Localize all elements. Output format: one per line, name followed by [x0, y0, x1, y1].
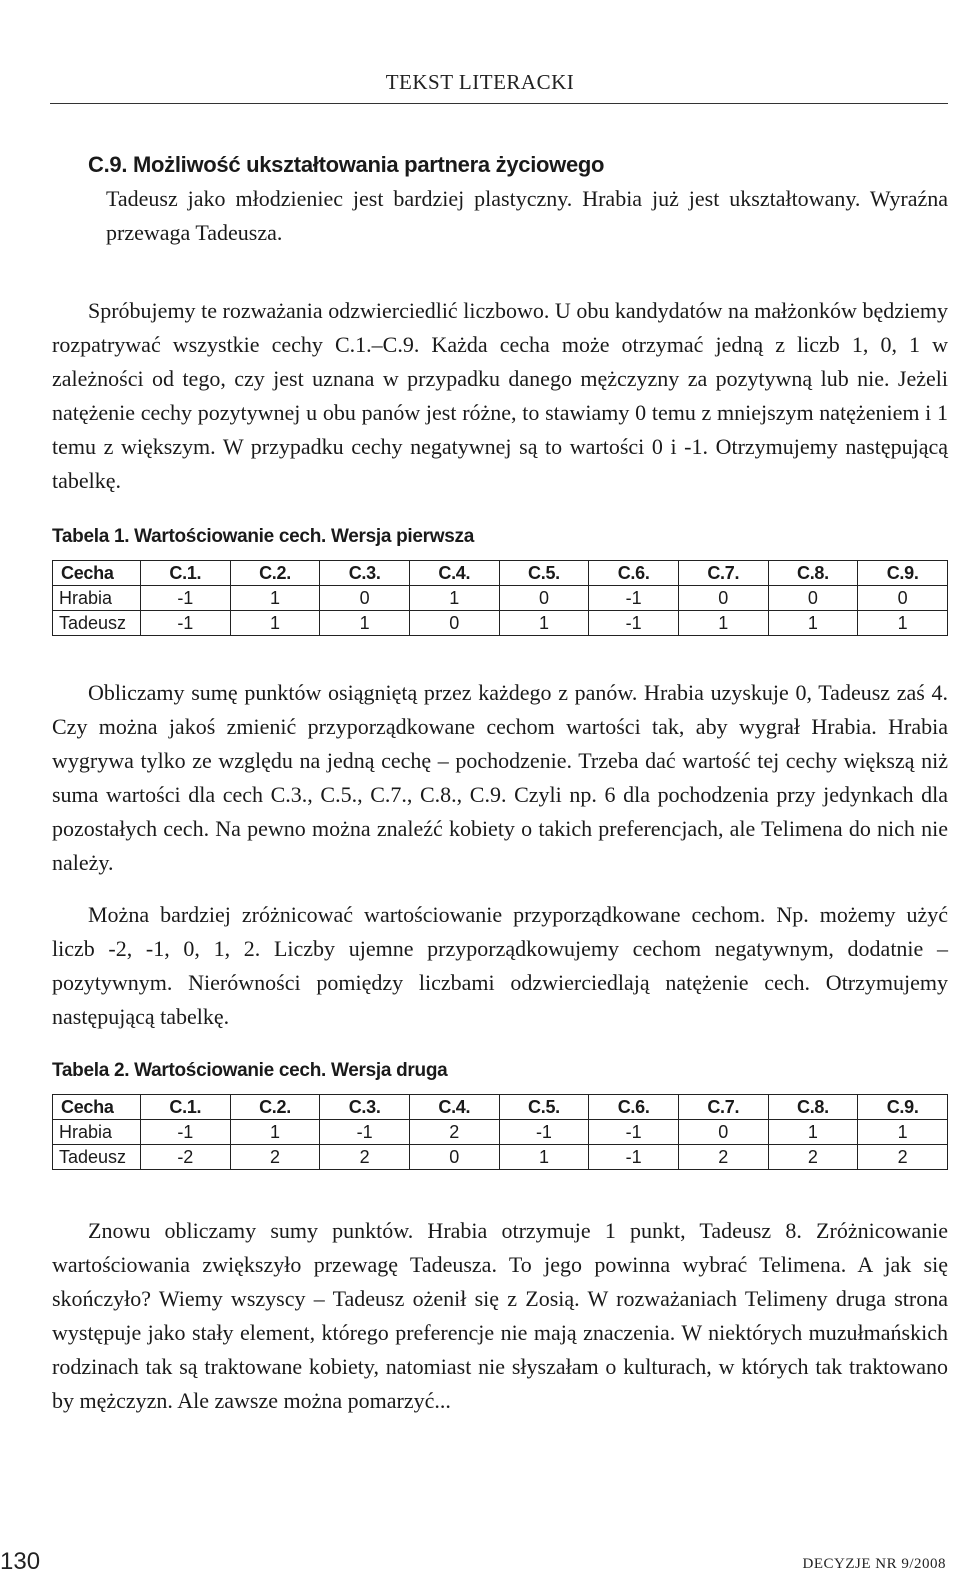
- table-cell: 1: [230, 611, 320, 636]
- table-cell: 0: [678, 586, 768, 611]
- table-cell: -1: [141, 586, 231, 611]
- table-cell: 0: [409, 1145, 499, 1170]
- table-cell: 1: [230, 586, 320, 611]
- column-header: C.1.: [141, 561, 231, 586]
- column-header: C.4.: [409, 561, 499, 586]
- paragraph: Spróbujemy te rozważania odzwierciedlić liczbowo. U obu kandydatów na małżonków będziemy rozpatrywać wszystkie cechy C.1.–C.9. Każda cecha może otrzymać jedną z liczb 1, 0, 1 w zależności od tego, czy jest uznana w przypadku danego mężczyzny za pozytywną lub nie. Jeżeli natężenie cechy pozytywnej u obu panów jest różne, to stawiamy 0 temu z mniejszym natężeniem i 1 temu z większym. W przypadku cechy negatywnej są to wartości 0 i -1. Otrzymujemy następującą tabelkę.: [52, 298, 948, 493]
- table-caption: Tabela 2. Wartościowanie cech. Wersja druga: [52, 1060, 448, 1081]
- content: [52, 148, 948, 1418]
- table-row: [53, 611, 948, 636]
- column-header: C.1.: [141, 1095, 231, 1120]
- section-c9: [52, 148, 948, 250]
- table-cell: 2: [409, 1120, 499, 1145]
- table-header-row: [53, 561, 948, 586]
- table-cell: 1: [409, 586, 499, 611]
- table-cell: -1: [320, 1120, 410, 1145]
- column-header: C.3.: [320, 561, 410, 586]
- table-caption: Tabela 1. Wartościowanie cech. Wersja pierwsza: [52, 526, 474, 547]
- table-cell: -1: [141, 611, 231, 636]
- column-header: C.9.: [858, 1095, 948, 1120]
- journal-footer: DECYZJE NR 9/2008: [802, 1556, 946, 1572]
- column-header: C.7.: [678, 561, 768, 586]
- paragraph: Obliczamy sumę punktów osiągniętą przez każdego z panów. Hrabia uzyskuje 0, Tadeusz zaś 4. Czy można jakoś zmienić przyporządkowane cechom wartości tak, aby wygrał Hrabia. Hrabia wygrywa tylko ze względu na jedną cechę – pochodzenie. Trzeba dać wartość tej cechy większą niż suma wartości dla cech C.3., C.5., C.7., C.8., C.9. Czyli np. 6 dla pochodzenia przy jedynkach dla pozostałych cech. Na pewno można znaleźć kobiety o takich preferencjach, ale Telimena do nich nie należy.: [52, 680, 948, 875]
- table-cell: 1: [678, 611, 768, 636]
- table-cell: 0: [499, 586, 589, 611]
- column-header: C.9.: [858, 561, 948, 586]
- column-header: Cecha: [53, 561, 141, 586]
- column-header: C.7.: [678, 1095, 768, 1120]
- column-header: Cecha: [53, 1095, 141, 1120]
- table-cell: Hrabia: [53, 586, 141, 611]
- section-title: C.9. Możliwość ukształtowania partnera życiowego: [88, 152, 605, 177]
- table-cell: 1: [499, 611, 589, 636]
- table-cell: 2: [320, 1145, 410, 1170]
- table-cell: -1: [589, 1120, 679, 1145]
- table-cell: 2: [858, 1145, 948, 1170]
- column-header: C.8.: [768, 561, 858, 586]
- section-body: Tadeusz jako młodzieniec jest bardziej plastyczny. Hrabia już jest ukształtowany. Wyraźna przewaga Tadeusza.: [106, 186, 948, 245]
- table-cell: 0: [678, 1120, 768, 1145]
- table-cell: 1: [499, 1145, 589, 1170]
- valuation-table-1: [52, 560, 948, 636]
- table-header-row: [53, 1095, 948, 1120]
- table-cell: -1: [589, 611, 679, 636]
- table-cell: -2: [141, 1145, 231, 1170]
- table-cell: 1: [320, 611, 410, 636]
- table-cell: -1: [141, 1120, 231, 1145]
- column-header: C.2.: [230, 1095, 320, 1120]
- valuation-table-2: [52, 1094, 948, 1170]
- table-cell: 1: [858, 611, 948, 636]
- table-cell: 0: [409, 611, 499, 636]
- page-number: 130: [0, 1548, 41, 1575]
- column-header: C.3.: [320, 1095, 410, 1120]
- table-cell: 1: [768, 1120, 858, 1145]
- table-cell: -1: [499, 1120, 589, 1145]
- column-header: C.2.: [230, 561, 320, 586]
- header-rule: [50, 103, 948, 104]
- table-cell: -1: [589, 1145, 679, 1170]
- column-header: C.4.: [409, 1095, 499, 1120]
- table-cell: 0: [320, 586, 410, 611]
- column-header: C.5.: [499, 1095, 589, 1120]
- table-cell: Hrabia: [53, 1120, 141, 1145]
- table-cell: 1: [858, 1120, 948, 1145]
- column-header: C.5.: [499, 561, 589, 586]
- table-row: [53, 1145, 948, 1170]
- table-cell: 2: [768, 1145, 858, 1170]
- column-header: C.6.: [589, 1095, 679, 1120]
- table-row: [53, 586, 948, 611]
- table-cell: -1: [589, 586, 679, 611]
- table-cell: Tadeusz: [53, 1145, 141, 1170]
- table-cell: 1: [230, 1120, 320, 1145]
- table-cell: 1: [768, 611, 858, 636]
- paragraph: Znowu obliczamy sumy punktów. Hrabia otrzymuje 1 punkt, Tadeusz 8. Zróżnicowanie wartościowania zwiększyło przewagę Tadeusza. To jego powinna wybrać Telimena. A jak się skończyło? Wiemy wszyscy – Tadeusz ożenił się z Zosią. W rozważaniach Telimeny druga strona występuje jako stały element, którego preferencje nie mają znaczenia. W niektórych muzułmańskich rodzinach tak są traktowane kobiety, natomiast nie słyszałam o kulturach, w których tak traktowano by mężczyzn. Ale zawsze można pomarzyć...: [52, 1218, 948, 1413]
- paragraph: Można bardziej zróżnicować wartościowanie przyporządkowane cechom. Np. możemy użyć liczb -2, -1, 0, 1, 2. Liczby ujemne przyporządkowujemy cechom negatywnym, dodatnie – pozytywnym. Nierówności pomiędzy liczbami odzwierciedlają natężenie cech. Otrzymujemy następującą tabelkę.: [52, 902, 948, 1029]
- table-cell: Tadeusz: [53, 611, 141, 636]
- table-cell: 0: [858, 586, 948, 611]
- column-header: C.6.: [589, 561, 679, 586]
- table-cell: 0: [768, 586, 858, 611]
- table-cell: 2: [678, 1145, 768, 1170]
- column-header: C.8.: [768, 1095, 858, 1120]
- table-cell: 2: [230, 1145, 320, 1170]
- table-row: [53, 1120, 948, 1145]
- running-head: TEKST LITERACKI: [385, 70, 575, 94]
